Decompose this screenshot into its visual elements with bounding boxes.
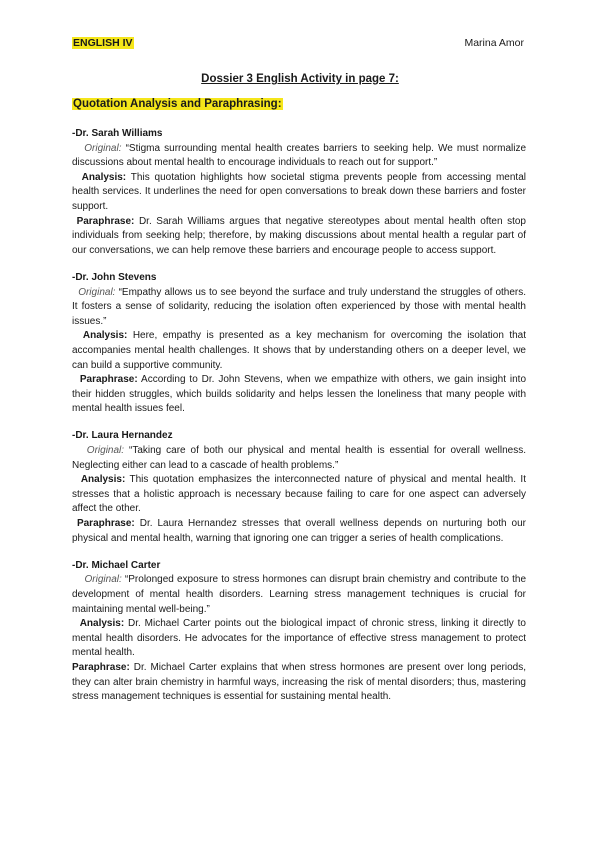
author-heading: -Dr. John Stevens [72, 271, 157, 283]
analysis-label: Analysis: [81, 171, 127, 183]
analysis-paragraph [72, 171, 526, 215]
paraphrase-label: Paraphrase: [76, 518, 135, 530]
analysis-paragraph [72, 617, 526, 661]
paraphrase-label: Paraphrase: [76, 215, 135, 227]
original-text: “Taking care of both our physical and mental health is essential for overall wellness. Neglecting either can lead to a cascade of health problems.” [72, 445, 527, 471]
analysis-text: This quotation emphasizes the interconnected nature of physical and mental health. It stresses that a holistic approach is necessary because failing to care for one aspect can adversely affect the other. [72, 474, 526, 515]
course-label: ENGLISH IV [73, 37, 133, 49]
author-heading: -Dr. Laura Hernandez [72, 430, 173, 442]
original-label: Original: [84, 142, 122, 154]
paraphrase-paragraph [72, 373, 526, 417]
original-paragraph [72, 444, 526, 473]
page-header [72, 37, 524, 51]
section-heading: Quotation Analysis and Paraphrasing: [73, 98, 282, 110]
paraphrase-label: Paraphrase: [72, 661, 130, 673]
author-name: Marina Amor [464, 37, 524, 49]
original-paragraph [72, 573, 526, 617]
quote-section-sarah-williams [72, 127, 526, 258]
paraphrase-text: Dr. Michael Carter explains that when stress hormones are present over long periods, they can alter brain chemistry in harmful ways, increasing the risk of mental disorders; thus, mastering stress management techniques is essential for sustaining mental health. [72, 661, 527, 703]
original-paragraph [72, 286, 526, 330]
analysis-label: Analysis: [82, 330, 128, 342]
original-label: Original: [78, 286, 116, 298]
quote-section-laura-hernandez [72, 429, 526, 546]
analysis-text: Here, empathy is presented as a key mechanism for overcoming the isolation that accompanies mental health challenges. It shows that by understanding others on a deeper level, we can build a supportive community. [72, 330, 527, 371]
original-text: “Stigma surrounding mental health creates barriers to seeking help. We must normalize discussions about mental health to encourage individuals to reach out for support.” [72, 142, 527, 169]
document-body [72, 127, 526, 717]
paraphrase-paragraph [72, 661, 526, 705]
document-title: Dossier 3 English Activity in page 7: [201, 73, 399, 85]
original-label: Original: [86, 445, 125, 457]
analysis-text: This quotation highlights how societal stigma prevents people from accessing mental health services. It underlines the need for open conversations to break down these barriers and foster support. [72, 171, 526, 212]
analysis-text: Dr. Michael Carter points out the biological impact of chronic stress, linking it directly to mental health disorders. He advocates for the importance of effective stress management to protect mental health. [72, 618, 526, 659]
author-heading: -Dr. Sarah Williams [72, 128, 163, 139]
original-text: “Empathy allows us to see beyond the surface and truly understand the struggles of others. It fosters a sense of solidarity, reducing the isolation often experienced by those with mental health issues.” [72, 286, 527, 327]
paraphrase-paragraph [72, 215, 526, 259]
paraphrase-text: Dr. Sarah Williams argues that negative stereotypes about mental health often stop individuals from seeking help; therefore, by making discussions about mental health a regular part of our conversations, we can help remove these barriers and encourage people to access support. [72, 215, 526, 256]
analysis-label: Analysis: [79, 618, 125, 630]
paraphrase-text: According to Dr. John Stevens, when we empathize with others, we gain insight into their hidden struggles, which builds solidarity and helps lessen the loneliness that many people with mental health issues feel. [72, 374, 527, 415]
paraphrase-text: Dr. Laura Hernandez stresses that overall wellness depends on nurturing both our physical and mental health, warning that ignoring one can trigger a series of health complications. [72, 518, 527, 544]
author-heading: -Dr. Michael Carter [72, 559, 161, 571]
quote-section-john-stevens [72, 271, 526, 417]
quote-section-michael-carter [72, 559, 526, 705]
original-paragraph [72, 142, 526, 171]
analysis-label: Analysis: [80, 474, 126, 486]
paraphrase-label: Paraphrase: [79, 374, 138, 386]
original-text: “Prolonged exposure to stress hormones can disrupt brain chemistry and contribute to the development of mental health disorders. Learning stress management techniques is crucial for maintaining mental well-being.” [72, 574, 527, 615]
analysis-paragraph [72, 329, 526, 373]
analysis-paragraph [72, 473, 526, 517]
original-label: Original: [84, 574, 122, 586]
paraphrase-paragraph [72, 517, 526, 546]
